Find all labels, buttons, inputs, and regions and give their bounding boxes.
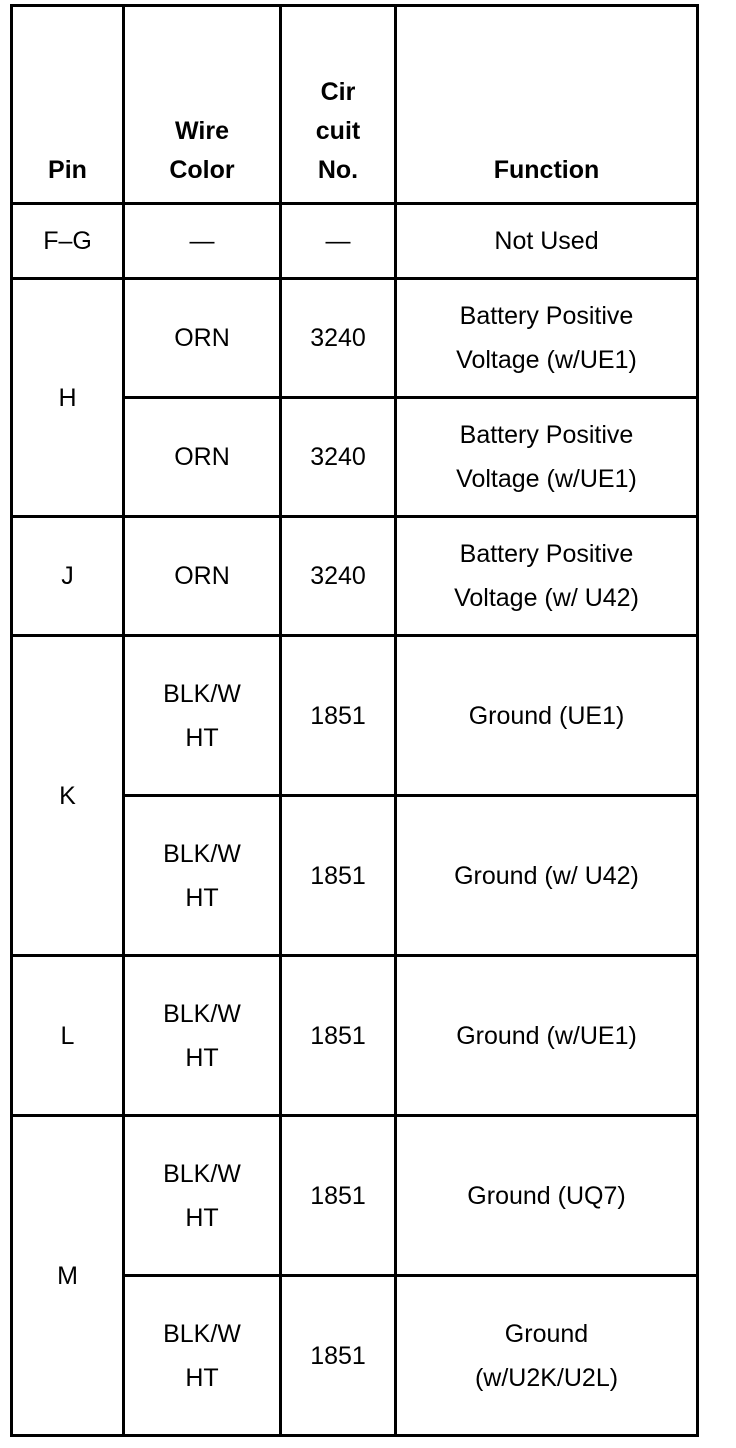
function-cell: Battery Positive Voltage (w/UE1) xyxy=(396,398,698,517)
pin-cell: J xyxy=(12,517,124,636)
circuit-cell: 1851 xyxy=(281,956,396,1116)
function-cell: Ground (UQ7) xyxy=(396,1116,698,1276)
table-row xyxy=(12,1116,698,1276)
wire-color-cell: ORN xyxy=(124,517,281,636)
wire-color-cell: ORN xyxy=(124,279,281,398)
circuit-cell: 3240 xyxy=(281,279,396,398)
table-row xyxy=(12,636,698,796)
table-row xyxy=(12,517,698,636)
connector-pinout-table xyxy=(10,4,699,1437)
circuit-cell: 1851 xyxy=(281,796,396,956)
function-cell: Ground (w/U2K/U2L) xyxy=(396,1276,698,1436)
wire-color-cell: — xyxy=(124,204,281,279)
header-circuit-no: Cir cuit No. xyxy=(281,6,396,204)
function-cell: Ground (w/ U42) xyxy=(396,796,698,956)
header-wire-color: Wire Color xyxy=(124,6,281,204)
wire-color-cell: ORN xyxy=(124,398,281,517)
pin-cell: K xyxy=(12,636,124,956)
wire-color-cell: BLK/W HT xyxy=(124,636,281,796)
header-pin: Pin xyxy=(12,6,124,204)
table-row xyxy=(12,956,698,1116)
wire-color-cell: BLK/W HT xyxy=(124,956,281,1116)
wire-color-cell: BLK/W HT xyxy=(124,1116,281,1276)
pin-cell: F–G xyxy=(12,204,124,279)
pin-cell: H xyxy=(12,279,124,517)
function-cell: Battery Positive Voltage (w/ U42) xyxy=(396,517,698,636)
circuit-cell: 3240 xyxy=(281,517,396,636)
circuit-cell: 1851 xyxy=(281,1116,396,1276)
wire-color-cell: BLK/W HT xyxy=(124,796,281,956)
circuit-cell: 1851 xyxy=(281,1276,396,1436)
pin-cell: L xyxy=(12,956,124,1116)
table-row xyxy=(12,204,698,279)
function-cell: Ground (UE1) xyxy=(396,636,698,796)
function-cell: Battery Positive Voltage (w/UE1) xyxy=(396,279,698,398)
function-cell: Ground (w/UE1) xyxy=(396,956,698,1116)
circuit-cell: 3240 xyxy=(281,398,396,517)
pin-cell: M xyxy=(12,1116,124,1436)
circuit-cell: — xyxy=(281,204,396,279)
circuit-cell: 1851 xyxy=(281,636,396,796)
header-row xyxy=(12,6,698,204)
wire-color-cell: BLK/W HT xyxy=(124,1276,281,1436)
table-row xyxy=(12,279,698,398)
function-cell: Not Used xyxy=(396,204,698,279)
header-function: Function xyxy=(396,6,698,204)
